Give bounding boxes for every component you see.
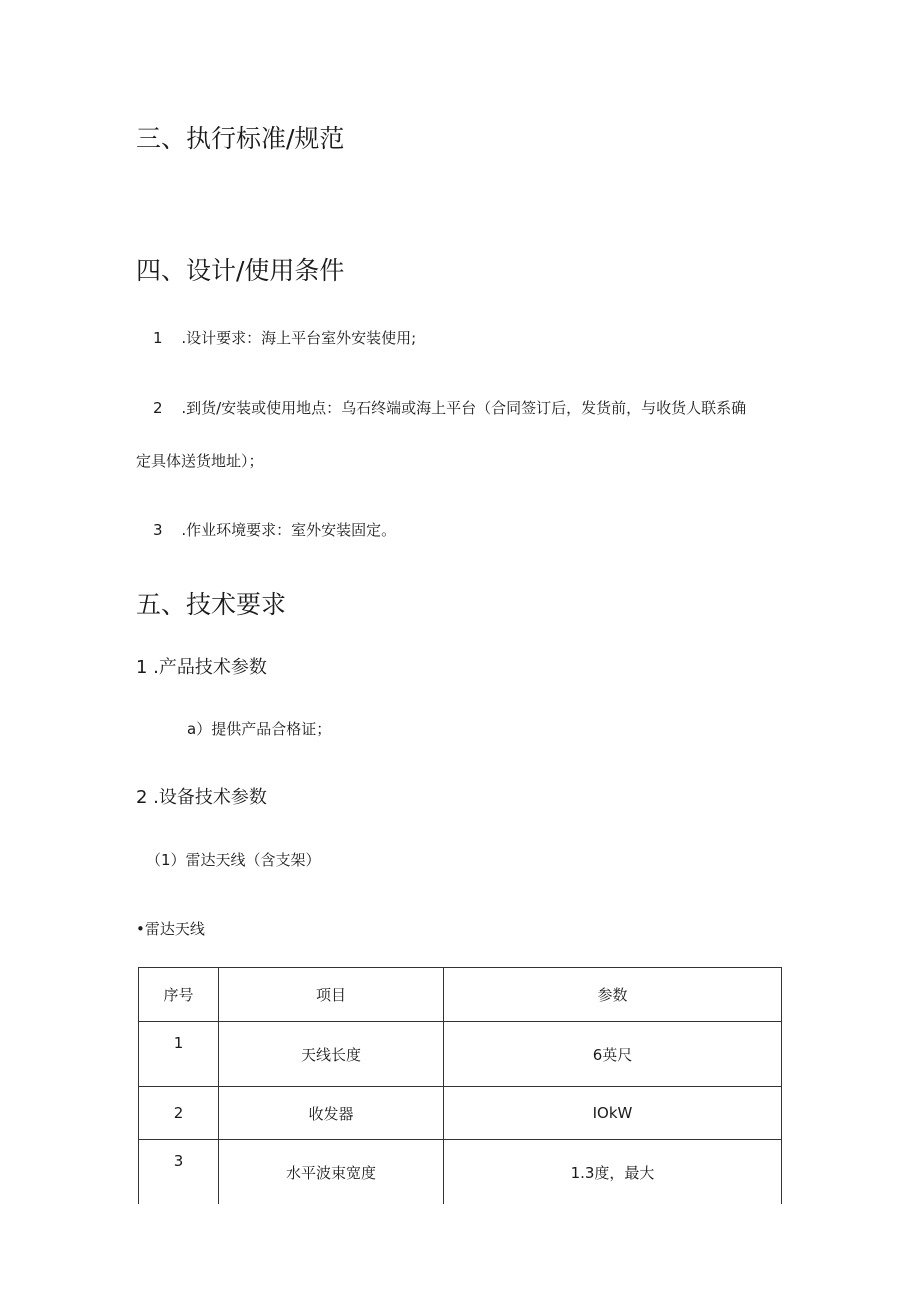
section-3-title: 三、执行标准/规范 [136, 124, 345, 153]
condition-item-2-continuation: 定具体送货地址）； [136, 452, 264, 470]
table-row [139, 1022, 782, 1087]
header-index: 序号 [139, 968, 219, 1022]
radar-spec-table [138, 967, 782, 1204]
cell-item: 天线长度 [219, 1022, 444, 1087]
cell-item: 收发器 [219, 1087, 444, 1140]
header-item: 项目 [219, 968, 444, 1022]
condition-item-3-number: 3 [153, 521, 163, 539]
radar-antenna-heading: （1）雷达天线（含支架） [146, 851, 321, 869]
cell-parameter: 1.3度，最大 [444, 1140, 782, 1205]
condition-item-2-text: .到货/安装或使用地点：乌石终端或海上平台（合同签订后，发货前，与收货人联系确 [181, 399, 747, 417]
subsection-equipment-params: 2 .设备技术参数 [136, 787, 267, 808]
cell-parameter: 6英尺 [444, 1022, 782, 1087]
cell-index: 1 [139, 1022, 219, 1087]
header-parameter: 参数 [444, 968, 782, 1022]
table-row [139, 1087, 782, 1140]
section-5-title: 五、技术要求 [136, 590, 287, 619]
table-header-row [139, 968, 782, 1022]
condition-item-2 [153, 398, 746, 418]
table-row [139, 1140, 782, 1205]
product-certificate-item: a）提供产品合格证； [187, 720, 332, 738]
condition-item-3 [153, 520, 396, 540]
cell-parameter: IOkW [444, 1087, 782, 1140]
cell-item: 水平波束宽度 [219, 1140, 444, 1205]
condition-item-2-number: 2 [153, 399, 163, 417]
section-4-title: 四、设计/使用条件 [136, 256, 345, 285]
cell-index: 2 [139, 1087, 219, 1140]
condition-item-1 [153, 328, 416, 348]
subsection-product-params: 1 .产品技术参数 [136, 657, 267, 678]
condition-item-1-number: 1 [153, 329, 163, 347]
radar-antenna-bullet: •雷达天线 [136, 920, 205, 938]
cell-index: 3 [139, 1140, 219, 1205]
condition-item-1-text: .设计要求：海上平台室外安装使用; [181, 329, 417, 347]
condition-item-3-text: .作业环境要求：室外安装固定。 [181, 521, 397, 539]
